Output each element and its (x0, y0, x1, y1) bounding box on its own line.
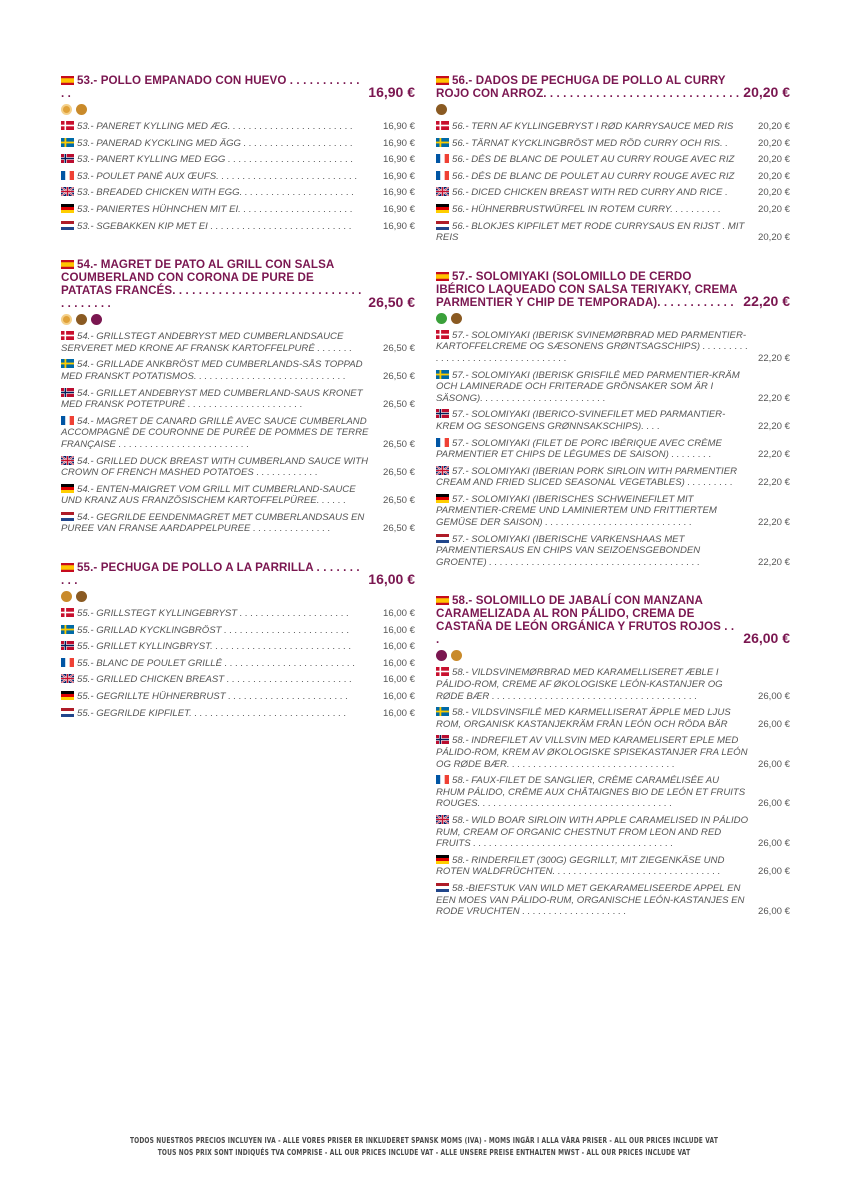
translation-price: 16,90 € (382, 170, 415, 182)
translation-text: 58.- FAUX-FILET DE SANGLIER, CRÈME CARAMÉLISÉE AU RHUM PÁLIDO, CRÈME AUX CHÂTAIGNES BIO DE LEÓN ET FRUITS ROUGES. . . . . . . . . . . . . . . . . . . . . . . . . . . . . . . . . . . . . (436, 775, 746, 810)
translation-row (436, 667, 790, 702)
dish-price: 26,00 € (743, 630, 790, 647)
gluten-icon (76, 104, 87, 115)
translation-row (436, 409, 790, 432)
menu-dish (61, 561, 415, 719)
translation-price: 22,20 € (757, 449, 790, 461)
translation-price: 20,20 € (757, 154, 790, 166)
translation-row (61, 187, 415, 199)
translation-text: 55.- GRILLED CHICKEN BREAST . . . . . . . . . . . . . . . . . . . . . . . . (61, 674, 375, 686)
translation-price: 22,20 € (757, 477, 790, 489)
allergen-list (61, 104, 415, 116)
lactose-icon (76, 591, 87, 602)
translation-text: 54.- GRILLED DUCK BREAST WITH CUMBERLAND SAUCE WITH CROWN OF FRENCH MASHED POTATOES . . . . . . . . . . . . (61, 455, 369, 479)
sweden-flag-icon (436, 370, 449, 379)
translation-text: 57.- SOLOMIYAKI (IBERIAN PORK SIRLOIN WITH PARMENTIER CREAM AND FRIED SLICED SEASONAL VEGETABLES) . . . . . . . . . (436, 465, 738, 489)
translation-price: 20,20 € (757, 203, 790, 215)
translation-text: 54.- GRILLET ANDEBRYST MED CUMBERLAND-SAUS KRONET MED FRANSK POTETPURÉ . . . . . . . . . . . . . . . . . . . . . . (61, 387, 363, 411)
translation-row (436, 438, 790, 461)
vat-footer (93, 1135, 754, 1159)
translation-price: 16,00 € (382, 608, 415, 620)
germany-flag-icon (436, 204, 449, 213)
france-flag-icon (436, 171, 449, 180)
dish-header (61, 561, 415, 587)
translation-price: 22,20 € (757, 352, 790, 364)
spain-flag-icon (436, 75, 449, 84)
dish-title: 55.- PECHUGA DE POLLO A LA PARRILLA . . . . . . . . . . (61, 561, 360, 588)
translation-row (61, 625, 415, 637)
translation-price: 16,00 € (382, 624, 415, 636)
germany-flag-icon (61, 204, 74, 213)
translation-price: 16,00 € (382, 691, 415, 703)
translation-price: 22,20 € (757, 517, 790, 529)
translation-row (436, 171, 790, 183)
sweden-flag-icon (61, 138, 74, 147)
translation-price: 16,90 € (382, 187, 415, 199)
dish-title: 57.- SOLOMIYAKI (SOLOMILLO DE CERDO IBÉRICO LAQUEADO CON SALSA TERIYAKY, CREMA PARMENTIER Y CHIP DE TEMPORADA). . . . . . . . . . . . (436, 269, 738, 309)
germany-flag-icon (436, 855, 449, 864)
translation-price: 26,50 € (382, 438, 415, 450)
translation-text: 56.- BLOKJES KIPFILET MET RODE CURRYSAUS EN RIJST . MIT REIS (436, 220, 745, 244)
translation-text: 53.- PANERET KYLLING MED ÆG. . . . . . . . . . . . . . . . . . . . . . . . (61, 121, 375, 133)
translation-price: 26,50 € (382, 467, 415, 479)
uk-flag-icon (436, 187, 449, 196)
netherlands-flag-icon (61, 221, 74, 230)
translation-price: 26,00 € (757, 866, 790, 878)
sweden-flag-icon (61, 625, 74, 634)
translation-text: 56.- DICED CHICKEN BREAST WITH RED CURRY AND RICE . (436, 187, 750, 199)
netherlands-flag-icon (436, 883, 449, 892)
denmark-flag-icon (61, 331, 74, 340)
egg-icon (61, 314, 72, 325)
menu-dish (61, 258, 415, 535)
translation-text: 58.-BIEFSTUK VAN WILD MET GEKARAMELISEERDE APPEL EN EEN MOES VAN PÁLIDO-RUM, ORGANISCHE LEÓN-KASTANJES EN RODE VRUCHTEN . . . . . . . . . . . . . . . . . . . . (436, 882, 745, 918)
translation-row (61, 331, 415, 354)
translation-text: 54.- GRILLSTEGT ANDEBRYST MED CUMBERLANDSAUCE SERVERET MED KRONE AF FRANSK KARTOFFELPURÉ . . . . . . . (61, 331, 353, 354)
translation-row (61, 154, 415, 166)
netherlands-flag-icon (61, 708, 74, 717)
translation-row (61, 138, 415, 150)
translation-text: 54.- GEGRILDE EENDENMAGRET MET CUMBERLANDSAUS EN PUREE VAN FRANSE AARDAPPELPUREE . . . . . . . . . . . . . . . (61, 511, 365, 535)
dish-price: 26,50 € (368, 294, 415, 311)
translation-row (61, 121, 415, 133)
translation-row (436, 494, 790, 529)
dish-price: 16,00 € (368, 571, 415, 588)
footer-line-1: TODOS NUESTROS PRECIOS INCLUYEN IVA - ALLE VORES PRISER ER INKLUDERET SPANSK MOMS (IVA) - MOMS INGÅR I ALLA VÅRA PRISER - ALL OUR PRICES INCLUDE VAT (129, 1136, 719, 1145)
translation-text: 55.- GEGRILDE KIPFILET. . . . . . . . . . . . . . . . . . . . . . . . . . . . . . (61, 708, 375, 720)
uk-flag-icon (61, 187, 74, 196)
translation-row (436, 815, 790, 850)
translation-text: 58.- VILDSVINEMØRBRAD MED KARAMELLISERET ÆBLE I PÁLIDO-ROM, CREME AF ØKOLOGISKE LEÓN-KASTANJER OG RØDE BÆR . . . . . . . . . . . . . . . . . . . . . . . . . . . . . . . . . . . . . . . (436, 667, 723, 702)
translation-row (61, 641, 415, 653)
translation-text: 53.- BREADED CHICKEN WITH EGG. . . . . . . . . . . . . . . . . . . . . . (61, 187, 375, 199)
germany-flag-icon (61, 484, 74, 493)
translation-row (61, 484, 415, 507)
translation-text: 53.- POULET PANÉ AUX ŒUFS. . . . . . . . . . . . . . . . . . . . . . . . . . . (61, 171, 375, 183)
translation-row (61, 221, 415, 233)
translation-row (61, 608, 415, 620)
uk-flag-icon (436, 815, 449, 824)
translation-row (436, 855, 790, 878)
translation-text: 55.- GRILLSTEGT KYLLINGEBRYST . . . . . . . . . . . . . . . . . . . . . (61, 608, 375, 620)
translation-text: 56.- TÄRNAT KYCKLINGBRÖST MED RÖD CURRY OCH RIS. . (436, 138, 750, 150)
norway-flag-icon (61, 388, 74, 397)
dish-title: 54.- MAGRET DE PATO AL GRILL CON SALSA COUMBERLAND CON CORONA DE PURE DE PATATAS FRANCÉS. . . . . . . . . . . . . . . . . . . . . . . . . . . . . . . . . . . . . (61, 258, 362, 311)
translation-price: 16,90 € (382, 137, 415, 149)
translation-price: 26,00 € (757, 690, 790, 702)
translation-price: 26,00 € (757, 838, 790, 850)
menu-dish (436, 74, 790, 244)
france-flag-icon (61, 171, 74, 180)
translation-text: 57.- SOLOMIYAKI (IBERISCHE VARKENSHAAS MET PARMENTIERSAUS EN CHIPS VAN SEIZOENSGEBONDEN GROENTE) . . . . . . . . . . . . . . . . . . . . . . . . . . . . . . . . . . . . . . . . (436, 533, 701, 568)
netherlands-flag-icon (436, 534, 449, 543)
sulphite-icon (436, 650, 447, 661)
denmark-flag-icon (436, 330, 449, 339)
translation-row (61, 416, 415, 451)
denmark-flag-icon (61, 608, 74, 617)
translation-row (436, 221, 790, 244)
dish-price: 22,20 € (743, 292, 790, 309)
translation-text: 55.- GRILLAD KYCKLINGBRÖST . . . . . . . . . . . . . . . . . . . . . . . . (61, 625, 375, 637)
allergen-list (61, 314, 415, 326)
spain-flag-icon (61, 75, 74, 84)
translation-price: 16,00 € (382, 707, 415, 719)
france-flag-icon (436, 438, 449, 447)
translation-row (61, 388, 415, 411)
translation-price: 16,90 € (382, 154, 415, 166)
translation-row (436, 775, 790, 810)
spain-flag-icon (436, 595, 449, 604)
translation-text: 54.- MAGRET DE CANARD GRILLÉ AVEC SAUCE CUMBERLAND ACCOMPAGNÉ DE COURONNE DE PURÉE DE POMMES DE TERRE FRANÇAISE . . . . . . . . . . . . . . . . . . . . . . . . . (61, 415, 369, 450)
allergen-list (61, 591, 415, 603)
menu-dish (61, 74, 415, 232)
translation-price: 16,90 € (382, 121, 415, 132)
left-column (61, 74, 415, 745)
dish-header (61, 74, 415, 100)
dish-header (61, 258, 415, 310)
spain-flag-icon (61, 562, 74, 571)
translation-text: 54.- GRILLADE ANKBRÖST MED CUMBERLANDS-SÅS TOPPAD MED FRANSKT POTATISMOS. . . . . . . . . . . . . . . . . . . . . . . . . . . . . (61, 359, 363, 382)
translation-price: 26,00 € (757, 758, 790, 770)
dish-header (436, 270, 790, 309)
norway-flag-icon (61, 641, 74, 650)
translation-row (436, 138, 790, 150)
translation-row (61, 708, 415, 720)
translation-price: 16,00 € (382, 641, 415, 653)
translation-price: 16,00 € (382, 674, 415, 686)
translation-text: 54.- ENTEN-MAIGRET VOM GRILL MIT CUMBERLAND-SAUCE UND KRANZ AUS FRANZÖSISCHEM KARTOFFELPÜREE. . . . . . (61, 483, 356, 507)
translation-text: 53.- PANERAD KYCKLING MED ÄGG . . . . . . . . . . . . . . . . . . . . . (61, 138, 375, 150)
translation-price: 26,00 € (757, 718, 790, 730)
translation-price: 26,50 € (382, 342, 415, 354)
translation-text: 57.- SOLOMIYAKI (FILET DE PORC IBÉRIQUE AVEC CRÈME PARMENTIER ET CHIPS DE LÉGUMES DE SAISON) . . . . . . . . (436, 437, 722, 461)
translation-price: 22,20 € (757, 556, 790, 568)
netherlands-flag-icon (436, 221, 449, 230)
translation-price: 20,20 € (757, 170, 790, 182)
spain-flag-icon (436, 271, 449, 280)
sweden-flag-icon (61, 359, 74, 368)
translation-row (436, 204, 790, 216)
translation-text: 58.- INDREFILET AV VILLSVIN MED KARAMELISERT EPLE MED PÁLIDO-ROM, KREM AV ØKOLOGISKE SPISEKASTANJER FRA LEÓN OG RØDE BÆR. . . . . . . . . . . . . . . . . . . . . . . . . . . . . . . . (436, 735, 748, 770)
translation-row (436, 534, 790, 569)
translation-text: 56.- TERN AF KYLLINGEBRYST I RØD KARRYSAUCE MED RIS (436, 121, 750, 133)
translation-row (436, 883, 790, 918)
uk-flag-icon (436, 466, 449, 475)
translation-price: 16,90 € (382, 220, 415, 232)
translation-row (61, 204, 415, 216)
translation-price: 26,00 € (757, 906, 790, 918)
denmark-flag-icon (61, 121, 74, 130)
celery-icon (436, 313, 447, 324)
translation-text: 57.- SOLOMIYAKI (IBERISK GRISFILÉ MED PARMENTIER-KRÄM OCH LAMINERADE OCH FRITERADE GRÖNSAKER SOM ÄR I SÄSONG). . . . . . . . . . . . . . . . . . . . . . . . (436, 369, 740, 404)
dish-price: 16,90 € (368, 84, 415, 100)
translation-text: 56.- DÉS DE BLANC DE POULET AU CURRY ROUGE AVEC RIZ (436, 171, 750, 183)
translation-price: 22,20 € (757, 420, 790, 432)
translation-text: 55.- GEGRILLTE HÜHNERBRUST . . . . . . . . . . . . . . . . . . . . . . . (61, 691, 375, 703)
lactose-icon (436, 104, 447, 115)
translation-row (61, 359, 415, 382)
translation-row (436, 466, 790, 489)
norway-flag-icon (436, 735, 449, 744)
allergen-list (436, 104, 790, 116)
menu-dish (436, 594, 790, 917)
translation-text: 57.- SOLOMIYAKI (IBERISK SVINEMØRBRAD MED PARMENTIER-KARTOFFELCREME OG SÆSONENS GRØNTSAGSCHIPS) . . . . . . . . . . . . . . . . . . . . . . . . . . . . . . . . . . (436, 329, 749, 364)
denmark-flag-icon (436, 667, 449, 676)
denmark-flag-icon (436, 121, 449, 130)
allergen-list (436, 313, 790, 325)
translation-row (436, 121, 790, 133)
translation-price: 20,20 € (757, 121, 790, 132)
sweden-flag-icon (436, 138, 449, 147)
translation-text: 56.- DÉS DE BLANC DE POULET AU CURRY ROUGE AVEC RIZ (436, 154, 750, 166)
translation-text: 55.- GRILLET KYLLINGBRYST. . . . . . . . . . . . . . . . . . . . . . . . . . . (61, 641, 375, 653)
dish-title: 56.- DADOS DE PECHUGA DE POLLO AL CURRY ROJO CON ARROZ. . . . . . . . . . . . . . . . . . . . . . . . . . . . . . (436, 74, 740, 100)
norway-flag-icon (61, 154, 74, 163)
right-column (436, 74, 790, 944)
dish-title: 58.- SOLOMILLO DE JABALÍ CON MANZANA CARAMELIZADA AL RON PÁLIDO, CREMA DE CASTAÑA DE LEÓN ORGÁNICA Y FRUTOS ROJOS . . . (436, 594, 735, 647)
translation-text: 56.- HÜHNERBRUSTWÜRFEL IN ROTEM CURRY. . . . . . . . . . (436, 204, 750, 216)
translation-row (61, 658, 415, 670)
translation-text: 53.- PANERT KYLLING MED EGG . . . . . . . . . . . . . . . . . . . . . . . . (61, 154, 375, 166)
translation-text: 58.- VILDSVINSFILÉ MED KARMELLISERAT ÄPPLE MED LJUS ROM, ORGANISK KASTANJEKRÄM FRÅN LEÓN OCH RÖDA BÄR (436, 707, 731, 730)
norway-flag-icon (436, 409, 449, 418)
translation-price: 26,50 € (382, 370, 415, 382)
translation-text: 53.- PANIERTES HÜHNCHEN MIT EI. . . . . . . . . . . . . . . . . . . . . . (61, 204, 375, 216)
translation-row (61, 674, 415, 686)
translation-row (436, 154, 790, 166)
uk-flag-icon (61, 456, 74, 465)
translation-text: 55.- BLANC DE POULET GRILLÉ . . . . . . . . . . . . . . . . . . . . . . . . . (61, 658, 375, 670)
allergen-list (436, 650, 790, 662)
dish-header (436, 74, 790, 100)
translation-price: 20,20 € (757, 187, 790, 199)
germany-flag-icon (436, 494, 449, 503)
translation-price: 20,20 € (757, 232, 790, 244)
translation-price: 20,20 € (757, 137, 790, 149)
sulphite-icon (91, 314, 102, 325)
translation-row (61, 456, 415, 479)
sweden-flag-icon (436, 707, 449, 716)
france-flag-icon (436, 154, 449, 163)
translation-row (61, 171, 415, 183)
translation-price: 26,50 € (382, 399, 415, 411)
lactose-icon (76, 314, 87, 325)
gluten-icon (451, 650, 462, 661)
translation-text: 57.- SOLOMIYAKI (IBERISCHES SCHWEINEFILET MIT PARMENTIER-CREME UND LAMINIERTEM UND FRITTIERTEM GEMÜSE DER SAISON) . . . . . . . . . . . . . . . . . . . . . . . . . . . . (436, 493, 717, 529)
netherlands-flag-icon (61, 512, 74, 521)
dish-header (436, 594, 790, 646)
translation-row (436, 707, 790, 730)
translation-text: 57.- SOLOMIYAKI (IBERICO-SVINEFILET MED PARMANTIER-KREM OG SESONGENS GRØNNSAKSCHIPS). . . . (436, 409, 726, 432)
translation-price: 22,20 € (757, 392, 790, 404)
france-flag-icon (61, 658, 74, 667)
egg-icon (61, 104, 72, 115)
translation-row (436, 187, 790, 199)
spain-flag-icon (61, 259, 74, 268)
translation-row (436, 330, 790, 365)
translation-text: 53.- SGEBAKKEN KIP MET EI . . . . . . . . . . . . . . . . . . . . . . . . . . . (61, 221, 375, 233)
translation-price: 26,00 € (757, 798, 790, 810)
menu-dish (436, 270, 790, 569)
translation-price: 16,00 € (382, 657, 415, 669)
translation-price: 26,50 € (382, 495, 415, 507)
france-flag-icon (61, 416, 74, 425)
translation-text: 58.- WILD BOAR SIRLOIN WITH APPLE CARAMELISED IN PÁLIDO RUM, CREAM OF ORGANIC CHESTNUT FROM LEON AND RED FRUITS . . . . . . . . . . . . . . . . . . . . . . . . . . . . . . . . . . . . . . (436, 814, 749, 850)
translation-text: 58.- RINDERFILET (300G) GEGRILLT, MIT ZIEGENKÄSE UND ROTEN WALDFRÜCHTEN. . . . . . . . . . . . . . . . . . . . . . . . . . . . . . . . (436, 854, 725, 878)
translation-row (436, 735, 790, 770)
translation-row (61, 691, 415, 703)
uk-flag-icon (61, 674, 74, 683)
translation-row (436, 370, 790, 405)
dish-price: 20,20 € (743, 84, 790, 100)
translation-row (61, 512, 415, 535)
dish-title: 53.- POLLO EMPANADO CON HUEVO . . . . . . . . . . . . . (61, 74, 360, 100)
translation-price: 26,50 € (382, 523, 415, 535)
france-flag-icon (436, 775, 449, 784)
translation-price: 16,90 € (382, 203, 415, 215)
lactose-icon (451, 313, 462, 324)
footer-line-2: TOUS NOS PRIX SONT INDIQUÉS TVA COMPRISE - ALL OUR PRICES INCLUDE VAT - ALLE UNSERE PREISE ENTHALTEN MWST - ALL OUR PRICES INCLUDE VAT (157, 1148, 691, 1157)
gluten-icon (61, 591, 72, 602)
germany-flag-icon (61, 691, 74, 700)
